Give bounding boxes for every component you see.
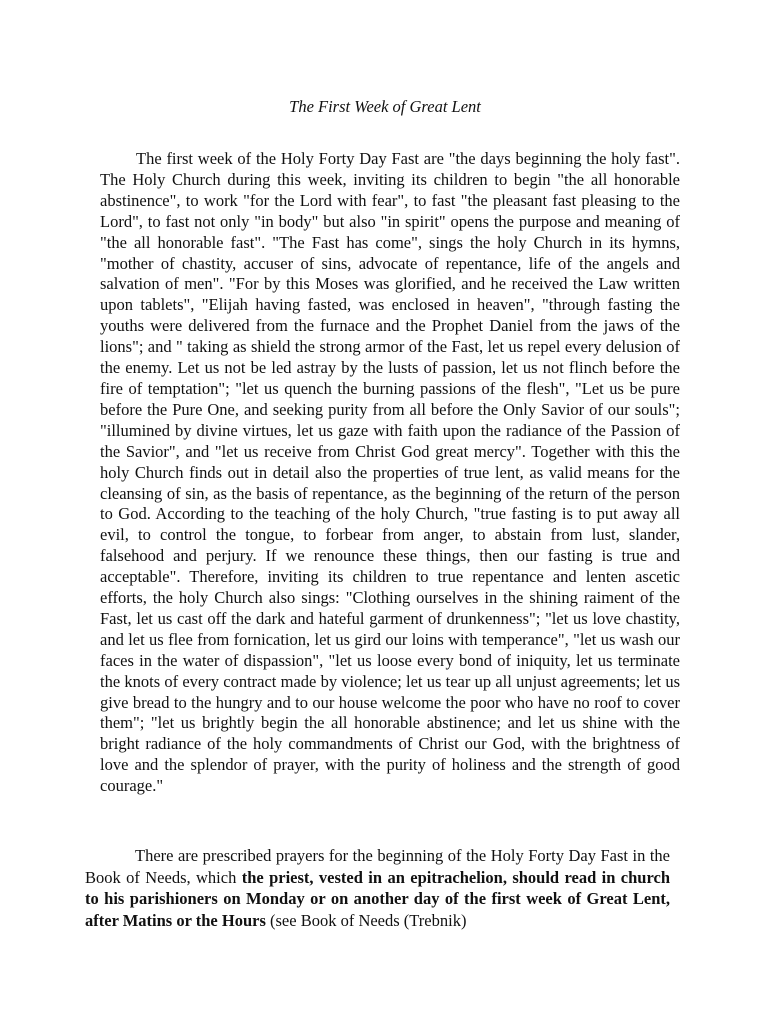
document-title: The First Week of Great Lent xyxy=(289,97,481,116)
paragraph-bold-text: the priest, vested in an epitrachelion, should read in church to his parishioners on Monday or on another day of the first week of Great Lent, after Matins or the Hours xyxy=(85,867,670,930)
paragraph-lent-meaning: The first week of the Holy Forty Day Fast are "the days beginning the holy fast". The Holy Church during this week, inviting its children to begin "the all honorable abstinence", to work "for the Lord with fear", to fast "the pleasant fast pleasing to the Lord", to fast not only "in body" but also "in spirit" opens the purpose and meaning of "the all honorable fast". "The Fast has come", sings the holy Church in its hymns, "mother of chastity, accuser of sins, advocate of repentance, life of the angels and salvation of men". "For by this Moses was glorified, and he received the Law written upon tablets", "Elijah having fasted, was enclosed in heaven", "through fasting the youths were delivered from the furnace and the Prophet Daniel from the jaws of the lions"; and " taking as shield the strong armor of the Fast, let us repel every delusion of the enemy. Let us not be led astray by the lusts of passion, let us not flinch before the fire of temptation"; "let us quench the burning passions of the flesh", "Let us be pure before the Pure One, and seeking purity from all before the Only Savior of our souls"; "illumined by divine virtues, let us gaze with faith upon the radiance of the Passion of the Savior", and "let us receive from Christ God great mercy". Together with this the holy Church finds out in detail also the properties of true lent, as valid means for the cleansing of sin, as the basis of repentance, as the beginning of the return of the person to God. According to the teaching of the holy Church, "true fasting is to put away all evil, to control the tongue, to forbear from anger, to abstain from lust, slander, falsehood and perjury. If we renounce these things, then our fasting is true and acceptable". Therefore, inviting its children to true repentance and lenten ascetic efforts, the holy Church also sings: "Clothing ourselves in the shining raiment of the Fast, let us cast off the dark and hateful garment of drunkenness"; "let us love chastity, and let us flee from fornication, let us gird our loins with temperance", "let us wash our faces in the water of dispassion", "let us loose every bond of iniquity, let us terminate the knots of every contract made by violence; let us tear up all unjust agreements; let us give bread to the hungry and to our house welcome the poor who have no roof to cover them"; "let us brightly begin the all honorable abstinence; and let us shine with the bright radiance of the holy commandments of Christ our God, with the brightness of love and the splendor of prayer, with the purity of holiness and the strength of good courage." xyxy=(100,149,680,796)
paragraph-intro-text: There are prescribed prayers for the beginning of the Holy Forty Day Fast in the Book of Needs, which xyxy=(85,846,670,887)
paragraph-prescribed-prayers xyxy=(85,845,670,931)
paragraph-outro-text: (see Book of Needs (Trebnik) xyxy=(265,910,467,930)
